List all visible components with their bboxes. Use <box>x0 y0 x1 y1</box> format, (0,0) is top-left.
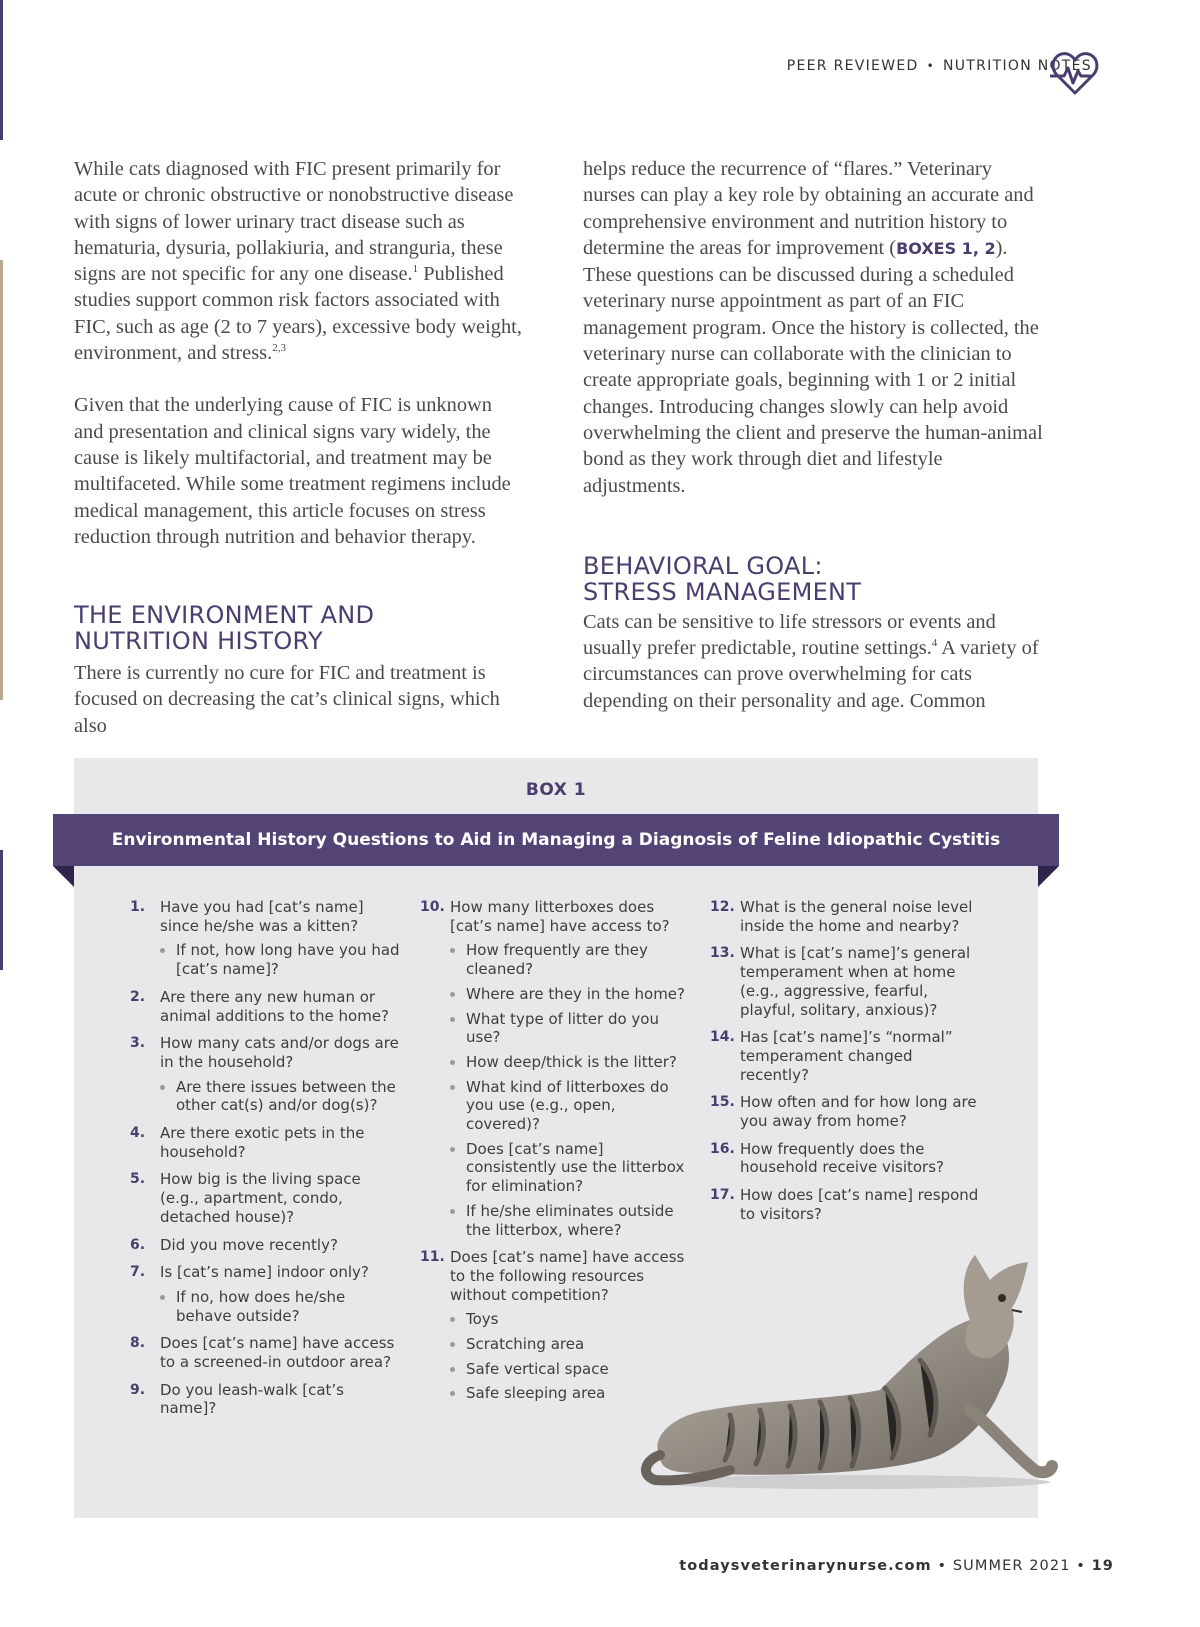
question-number: 5. <box>130 1171 146 1188</box>
sub-question-item: How frequently are they cleaned? <box>450 941 690 978</box>
question-text: Is [cat’s name] indoor only? <box>160 1263 369 1282</box>
sub-question-item: If no, how does he/she behave outside? <box>160 1288 400 1325</box>
sub-question-item: Are there issues between the other cat(s) and/or dog(s)? <box>160 1078 400 1115</box>
paragraph-stressors: Cats can be sensitive to life stressors or events and usually prefer predictable, routine settings.$^4$ A variety of circumstances can prove overwhelming for cats depending on their personality and age. Common <box>583 610 1039 712</box>
sub-question-list <box>160 1288 400 1325</box>
question-number: 11. <box>420 1249 445 1266</box>
article-column-left <box>74 156 524 739</box>
question-item <box>130 1124 400 1161</box>
sub-question-item: What type of litter do you use? <box>450 1010 690 1047</box>
question-item <box>130 1334 400 1371</box>
question-number: 7. <box>130 1264 146 1281</box>
question-text: Are there exotic pets in the household? <box>160 1124 365 1161</box>
question-number: 12. <box>710 899 735 915</box>
sub-question-item: Where are they in the home? <box>450 985 690 1004</box>
sub-question-item: If not, how long have you had [cat’s name]? <box>160 941 400 978</box>
paragraph-no-cure: There is currently no cure for FIC and treatment is focused on decreasing the cat’s clinical signs, which also <box>74 662 500 737</box>
question-item <box>130 898 400 979</box>
citation-4: 4 <box>931 637 938 650</box>
heart-pulse-icon <box>1050 50 1100 96</box>
question-item <box>710 1186 980 1223</box>
header-column-name: NUTRITION NOTES <box>942 58 1092 74</box>
question-list <box>710 898 980 1224</box>
page-footer <box>679 1558 1114 1574</box>
question-text: Have you had [cat’s name] since he/she was a kitten? <box>160 898 364 935</box>
question-text: Does [cat’s name] have access to the following resources without competition? <box>450 1248 685 1304</box>
question-number: 15. <box>710 1094 735 1111</box>
question-text: How does [cat’s name] respond to visitors? <box>740 1186 979 1223</box>
question-number: 6. <box>130 1236 146 1253</box>
question-text: Has [cat’s name]’s “normal” temperament changed recently? <box>740 1028 953 1084</box>
question-number: 2. <box>130 988 146 1005</box>
edge-accent-bar-bottom <box>0 850 3 970</box>
sub-question-item: If he/she eliminates outside the litterbox, where? <box>450 1202 690 1239</box>
sub-question-list <box>450 941 690 1239</box>
question-number: 14. <box>710 1029 735 1046</box>
question-number: 10. <box>420 899 445 915</box>
question-item <box>130 1236 400 1255</box>
question-item <box>130 1034 400 1115</box>
citation-2-3: 2,3 <box>272 342 286 355</box>
question-text: How many cats and/or dogs are in the household? <box>160 1034 399 1071</box>
sub-question-list <box>160 941 400 978</box>
edge-accent-bar-mid <box>0 260 3 700</box>
sub-question-item: Safe vertical space <box>450 1360 690 1379</box>
running-header <box>787 58 1092 74</box>
sub-question-list <box>160 1078 400 1115</box>
paragraph-fic-cause: Given that the underlying cause of FIC is unknown and presentation and clinical signs vary widely, the cause is likely multifactorial, and treatment may be multifaceted. While some treatment regimens include medical management, this article focuses on stress reduction through nutrition and behavior therapy. <box>74 394 511 548</box>
question-number: 13. <box>710 945 735 962</box>
page-number: 19 <box>1091 1558 1114 1574</box>
question-list <box>130 898 400 1418</box>
question-item <box>130 1381 400 1418</box>
question-text: What is the general noise level inside the home and nearby? <box>740 898 973 935</box>
question-number: 16. <box>710 1140 735 1157</box>
heading-environment-nutrition: THE ENVIRONMENT AND NUTRITION HISTORY <box>74 601 375 656</box>
sub-question-item: What kind of litterboxes do you use (e.g., open, covered)? <box>450 1078 690 1134</box>
questions-column-3 <box>710 898 980 1233</box>
boxes-reference: BOXES 1, 2 <box>896 238 996 258</box>
sub-question-item: How deep/thick is the litter? <box>450 1053 690 1072</box>
footer-separator: • <box>937 1558 953 1574</box>
footer-separator: • <box>1076 1558 1092 1574</box>
question-item <box>710 898 980 935</box>
question-number: 1. <box>130 899 146 915</box>
question-number: 17. <box>710 1187 735 1204</box>
questions-column-1 <box>130 898 400 1427</box>
footer-site: todaysveterinarynurse.com <box>679 1558 932 1574</box>
question-number: 4. <box>130 1125 146 1142</box>
question-text: How many litterboxes does [cat’s name] have access to? <box>450 898 670 935</box>
question-item <box>130 1170 400 1226</box>
question-number: 9. <box>130 1381 146 1398</box>
question-text: What is [cat’s name]’s general temperament when at home (e.g., aggressive, fearful, playful, solitary, anxious)? <box>740 944 971 1019</box>
paragraph-veterinary-nurses: helps reduce the recurrence of “flares.” Veterinary nurses can play a key role by obtaining an accurate and comprehensive environment and nutrition history to determine the areas for improvement (BOXES 1, 2). These questions can be discussed during a scheduled veterinary nurse appointment as part of an FIC management program. Once the history is collected, the veterinary nurse can collaborate with the clinician to create appropriate goals, beginning with 1 or 2 initial changes. Introducing changes slowly can help avoid overwhelming the client and preserve the human-animal bond as they work through diet and lifestyle adjustments. <box>583 158 1043 497</box>
edge-accent-bar-top <box>0 0 3 140</box>
tabby-kitten-illustration <box>640 1250 1060 1490</box>
box-title-banner: Environmental History Questions to Aid in Managing a Diagnosis of Feline Idiopathic Cystitis <box>53 814 1059 866</box>
question-text: How big is the living space (e.g., apartment, condo, detached house)? <box>160 1170 361 1226</box>
question-text: How often and for how long are you away from home? <box>740 1093 977 1131</box>
question-item <box>130 988 400 1025</box>
question-text: Does [cat’s name] have access to a screened-in outdoor area? <box>160 1334 395 1372</box>
paragraph-fic-presentation: While cats diagnosed with FIC present primarily for acute or chronic obstructive or nonobstructive disease with signs of lower urinary tract disease such as hematuria, dysuria, pollakiuria, and stranguria, these signs are not specific for any one disease.$^1$ Published studies support common risk factors associated with FIC, such as age (2 to 7 years), excessive body weight, environment, and stress.$^{2,3}$ <box>74 158 522 365</box>
question-number: 3. <box>130 1035 146 1052</box>
question-item <box>420 898 690 1239</box>
sub-question-item: Toys <box>450 1310 690 1329</box>
banner-fold-left <box>53 866 74 887</box>
question-item <box>710 1140 980 1177</box>
box-label: BOX 1 <box>525 780 587 800</box>
sub-question-item: Safe sleeping area <box>450 1384 690 1403</box>
header-separator: • <box>926 59 935 73</box>
article-column-right <box>583 156 1043 714</box>
sub-question-item: Does [cat’s name] consistently use the litterbox for elimination? <box>450 1140 690 1196</box>
question-text: Do you leash-walk [cat’s name]? <box>160 1380 344 1418</box>
question-text: How frequently does the household receive visitors? <box>740 1139 944 1177</box>
question-number: 8. <box>130 1335 146 1352</box>
banner-fold-right <box>1038 866 1059 887</box>
question-item <box>710 1028 980 1084</box>
question-text: Are there any new human or animal additions to the home? <box>160 987 390 1025</box>
question-text: Did you move recently? <box>160 1235 338 1254</box>
header-section: PEER REVIEWED <box>786 58 919 74</box>
footer-issue: SUMMER 2021 <box>952 1558 1071 1574</box>
heading-stress-management: BEHAVIORAL GOAL: STRESS MANAGEMENT <box>583 551 862 606</box>
question-item <box>710 944 980 1019</box>
question-item <box>130 1263 400 1325</box>
question-item <box>710 1093 980 1130</box>
citation-1: 1 <box>412 263 419 276</box>
sub-question-item: Scratching area <box>450 1335 690 1354</box>
